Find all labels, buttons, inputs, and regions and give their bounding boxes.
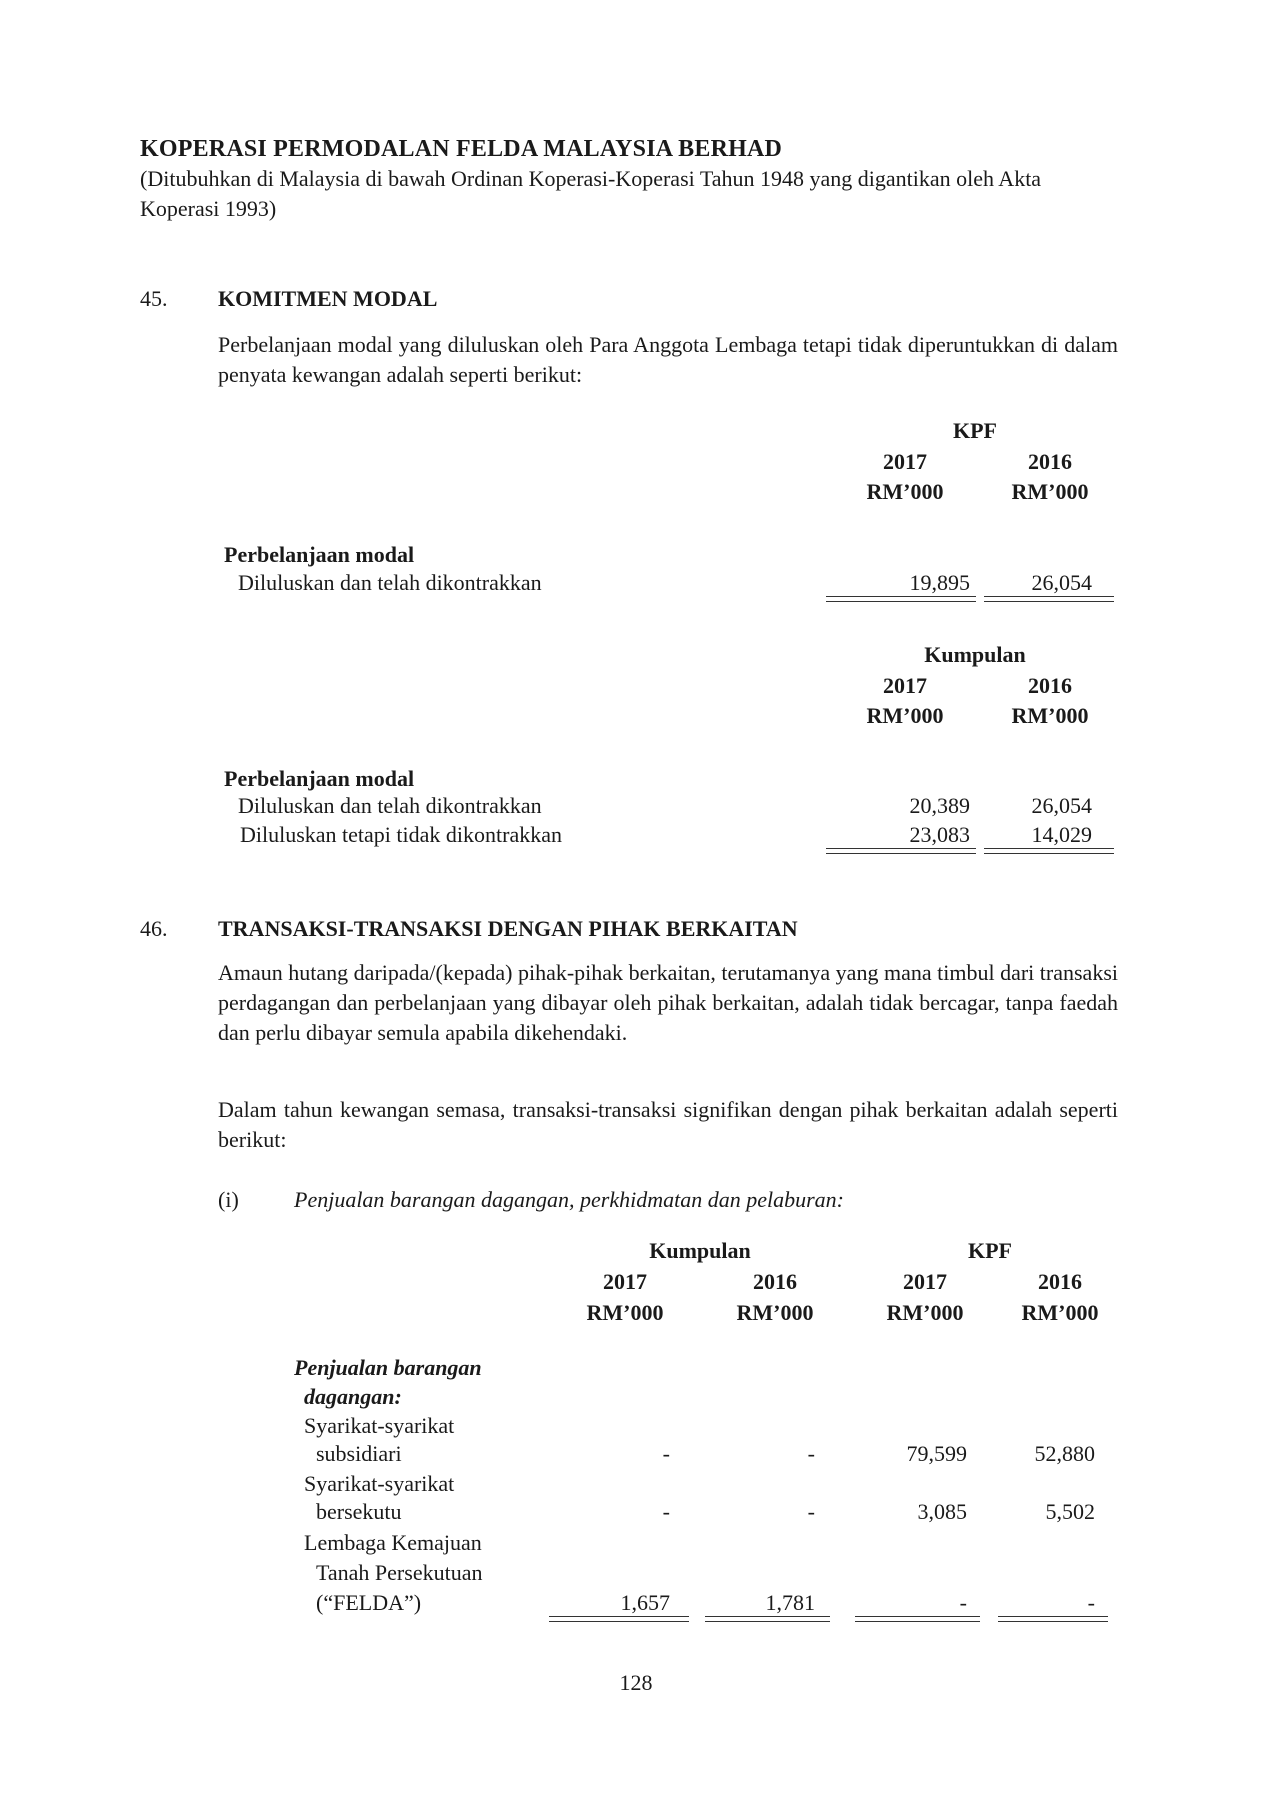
table-row-2-value-3: 3,085 xyxy=(917,1499,967,1524)
double-underline xyxy=(826,596,976,602)
table-row-2-value-1: - xyxy=(662,1499,670,1524)
table-row-1-label-2: subsidiari xyxy=(316,1441,402,1466)
double-underline xyxy=(826,848,976,854)
table-row-2-label-2: bersekutu xyxy=(316,1499,402,1524)
kumpulan-row-2-value-2017: 23,083 xyxy=(909,822,970,847)
section-46-paragraph-1: Amaun hutang daripada/(kepada) pihak-pihak berkaitan, terutamanya yang mana timbul dari transaksi perdagangan dan perbelanjaan yang dibayar oleh pihak berkaitan, adalah tidak bercagar, tanpa faedah dan perlu dibayar semula apabila dikehendaki. xyxy=(218,960,1118,1045)
kumpulan-header: Kumpulan xyxy=(924,642,1026,667)
organization-subtitle: (Ditubuhkan di Malaysia di bawah Ordinan Koperasi-Koperasi Tahun 1948 yang digantikan oleh Akta Koperasi 1993) xyxy=(140,166,1042,221)
table-row-1-value-1: - xyxy=(662,1441,670,1466)
double-underline xyxy=(549,1616,689,1622)
table-row-3-label-1: Lembaga Kemajuan xyxy=(304,1530,482,1555)
section-45-intro: Perbelanjaan modal yang diluluskan oleh Para Anggota Lembaga tetapi tidak diperuntukkan di dalam penyata kewangan adalah seperti berikut: xyxy=(218,332,1118,387)
table-row-3-value-4: - xyxy=(1087,1590,1095,1615)
kumpulan-row-2-value-2016: 14,029 xyxy=(1031,822,1092,847)
table-unit-2: RM’000 xyxy=(736,1300,814,1325)
page-number: 128 xyxy=(619,1670,653,1695)
table-row-1-value-4: 52,880 xyxy=(1034,1441,1095,1466)
section-45-title: KOMITMEN MODAL xyxy=(218,286,438,311)
table-year-kpf-2017: 2017 xyxy=(903,1269,947,1294)
table-category-line-1: Penjualan barangan xyxy=(294,1355,482,1380)
kumpulan-unit-2017: RM’000 xyxy=(866,703,944,728)
table-group-kumpulan: Kumpulan xyxy=(649,1238,751,1263)
organization-title: KOPERASI PERMODALAN FELDA MALAYSIA BERHAD xyxy=(140,136,783,162)
kpf-unit-2017: RM’000 xyxy=(866,479,944,504)
double-underline xyxy=(984,596,1114,602)
kpf-header: KPF xyxy=(953,418,997,443)
kpf-row-label: Diluluskan dan telah dikontrakkan xyxy=(238,570,542,595)
table-row-2-value-4: 5,502 xyxy=(1045,1499,1095,1524)
kumpulan-group-label: Perbelanjaan modal xyxy=(224,766,415,791)
double-underline xyxy=(855,1616,980,1622)
kpf-unit-2016: RM’000 xyxy=(1011,479,1089,504)
kumpulan-year-2017: 2017 xyxy=(883,673,927,698)
table-row-1-label-1: Syarikat-syarikat xyxy=(304,1413,455,1438)
table-year-kumpulan-2017: 2017 xyxy=(603,1269,647,1294)
table-row-3-value-2: 1,781 xyxy=(765,1590,815,1615)
table-category-line-2: dagangan: xyxy=(304,1384,402,1409)
double-underline xyxy=(998,1616,1108,1622)
table-row-3-value-3: - xyxy=(959,1590,967,1615)
kpf-year-2017: 2017 xyxy=(883,449,927,474)
section-46-title: TRANSAKSI-TRANSAKSI DENGAN PIHAK BERKAITAN xyxy=(218,916,798,941)
table-unit-1: RM’000 xyxy=(586,1300,664,1325)
kumpulan-unit-2016: RM’000 xyxy=(1011,703,1089,728)
kpf-row-value-2016: 26,054 xyxy=(1031,570,1092,595)
sub-item-marker: (i) xyxy=(218,1187,239,1212)
table-row-1-value-2: - xyxy=(807,1441,815,1466)
table-row-3-label-3: (“FELDA”) xyxy=(316,1590,422,1615)
section-46-number: 46. xyxy=(140,916,168,941)
table-row-1-value-3: 79,599 xyxy=(906,1441,967,1466)
table-row-2-label-1: Syarikat-syarikat xyxy=(304,1471,455,1496)
kumpulan-row-1-value-2017: 20,389 xyxy=(909,793,970,818)
kumpulan-row-1-label: Diluluskan dan telah dikontrakkan xyxy=(238,793,542,818)
table-unit-4: RM’000 xyxy=(1021,1300,1099,1325)
kumpulan-row-2-label: Diluluskan tetapi tidak dikontrakkan xyxy=(240,822,562,847)
kpf-year-2016: 2016 xyxy=(1028,449,1072,474)
section-46-paragraph-2: Dalam tahun kewangan semasa, transaksi-transaksi signifikan dengan pihak berkaitan adalah seperti berikut: xyxy=(218,1097,1118,1152)
table-row-2-value-2: - xyxy=(807,1499,815,1524)
section-45-number: 45. xyxy=(140,286,168,311)
double-underline xyxy=(705,1616,830,1622)
table-row-3-label-2: Tanah Persekutuan xyxy=(316,1560,483,1585)
kumpulan-year-2016: 2016 xyxy=(1028,673,1072,698)
double-underline xyxy=(984,848,1114,854)
kpf-row-value-2017: 19,895 xyxy=(909,570,970,595)
table-group-kpf: KPF xyxy=(968,1238,1012,1263)
sub-item-title: Penjualan barangan dagangan, perkhidmatan dan pelaburan: xyxy=(294,1187,844,1212)
table-row-3-value-1: 1,657 xyxy=(620,1590,670,1615)
table-year-kpf-2016: 2016 xyxy=(1038,1269,1082,1294)
kpf-group-label: Perbelanjaan modal xyxy=(224,542,415,567)
table-unit-3: RM’000 xyxy=(886,1300,964,1325)
kumpulan-row-1-value-2016: 26,054 xyxy=(1031,793,1092,818)
table-year-kumpulan-2016: 2016 xyxy=(753,1269,797,1294)
